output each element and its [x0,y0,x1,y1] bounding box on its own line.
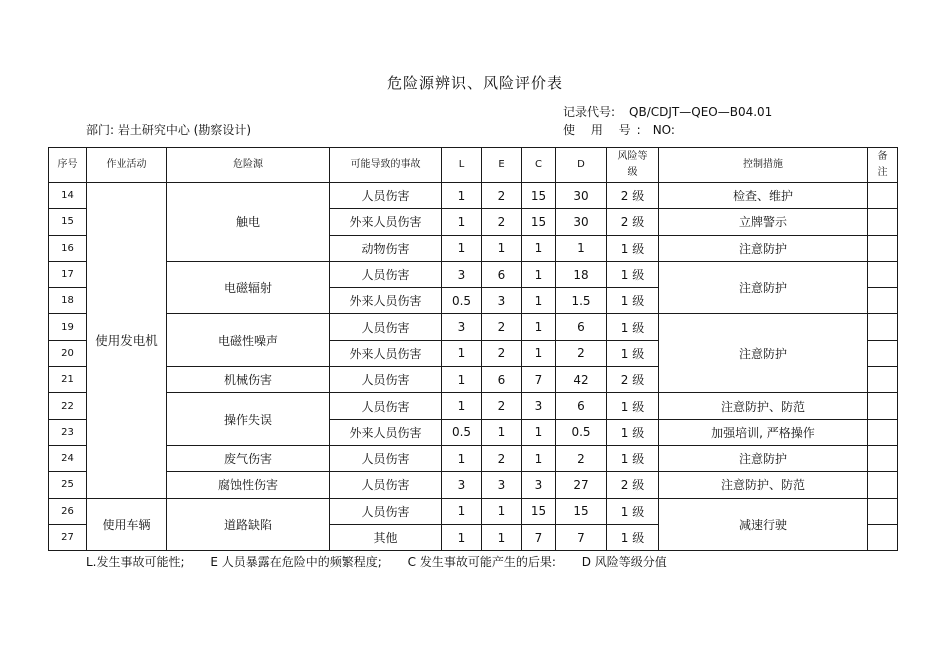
cell-accident: 人员伤害 [330,183,442,209]
cell-remark [868,498,898,524]
cell-l: 1 [442,183,482,209]
cell-seq: 15 [49,209,87,235]
use-number-label: 使 用 号: [563,123,647,137]
cell-e: 2 [482,393,522,419]
cell-level: 1 级 [607,288,659,314]
cell-c: 15 [522,183,556,209]
cell-d: 18 [556,261,607,287]
cell-level: 2 级 [607,183,659,209]
cell-d: 30 [556,183,607,209]
note-l: L.发生事故可能性; [86,555,185,569]
cell-level: 1 级 [607,498,659,524]
col-l: L [442,148,482,183]
cell-accident: 人员伤害 [330,498,442,524]
cell-level: 1 级 [607,419,659,445]
page-title: 危险源辨识、风险评价表 [386,74,563,92]
cell-e: 3 [482,472,522,498]
cell-d: 27 [556,472,607,498]
cell-level: 1 级 [607,524,659,550]
cell-seq: 18 [49,288,87,314]
cell-level: 1 级 [607,314,659,340]
cell-l: 1 [442,340,482,366]
cell-seq: 16 [49,235,87,261]
cell-d: 1 [556,235,607,261]
cell-hazard: 道路缺陷 [167,498,330,551]
col-remark: 备 注 [868,148,898,183]
cell-l: 0.5 [442,288,482,314]
cell-d: 1.5 [556,288,607,314]
cell-accident: 动物伤害 [330,235,442,261]
note-e: E 人员暴露在危险中的频繁程度; [210,555,382,569]
cell-accident: 外来人员伤害 [330,419,442,445]
cell-e: 6 [482,367,522,393]
cell-remark [868,393,898,419]
cell-c: 3 [522,393,556,419]
cell-accident: 人员伤害 [330,472,442,498]
cell-hazard: 电磁性噪声 [167,314,330,367]
col-d: D [556,148,607,183]
table-row [49,498,898,524]
cell-d: 30 [556,209,607,235]
cell-l: 1 [442,209,482,235]
legend-note [86,553,689,570]
cell-level: 2 级 [607,367,659,393]
cell-d: 6 [556,393,607,419]
cell-seq: 26 [49,498,87,524]
table-row [49,445,898,471]
cell-seq: 23 [49,419,87,445]
cell-activity: 使用车辆 [87,498,167,551]
cell-d: 7 [556,524,607,550]
cell-remark [868,472,898,498]
cell-c: 1 [522,261,556,287]
cell-e: 2 [482,445,522,471]
cell-accident: 人员伤害 [330,261,442,287]
col-control: 控制措施 [659,148,868,183]
use-number [563,121,675,138]
cell-c: 7 [522,524,556,550]
record-code [563,103,772,120]
col-hazard: 危险源 [167,148,330,183]
cell-remark [868,314,898,340]
cell-d: 15 [556,498,607,524]
cell-c: 1 [522,314,556,340]
cell-e: 1 [482,498,522,524]
cell-accident: 人员伤害 [330,314,442,340]
cell-accident: 其他 [330,524,442,550]
table-row [49,393,898,419]
use-number-value: NO: [652,123,675,137]
cell-accident: 人员伤害 [330,445,442,471]
cell-hazard: 操作失误 [167,393,330,446]
cell-seq: 17 [49,261,87,287]
col-accident: 可能导致的事故 [330,148,442,183]
col-e: E [482,148,522,183]
cell-seq: 14 [49,183,87,209]
cell-hazard: 废气伤害 [167,445,330,471]
cell-l: 3 [442,314,482,340]
cell-c: 15 [522,209,556,235]
cell-c: 3 [522,472,556,498]
cell-e: 2 [482,340,522,366]
cell-c: 1 [522,419,556,445]
col-c: C [522,148,556,183]
cell-accident: 外来人员伤害 [330,288,442,314]
cell-hazard: 触电 [167,183,330,262]
cell-d: 42 [556,367,607,393]
cell-remark [868,261,898,287]
cell-level: 1 级 [607,261,659,287]
cell-hazard: 腐蚀性伤害 [167,472,330,498]
cell-seq: 27 [49,524,87,550]
cell-hazard: 电磁辐射 [167,261,330,314]
cell-l: 1 [442,445,482,471]
col-activity: 作业活动 [87,148,167,183]
cell-control: 注意防护、防范 [659,393,868,419]
cell-level: 1 级 [607,393,659,419]
cell-l: 3 [442,472,482,498]
cell-d: 2 [556,445,607,471]
table-row [49,314,898,340]
cell-control: 减速行驶 [659,498,868,551]
cell-level: 1 级 [607,340,659,366]
cell-control: 注意防护、防范 [659,472,868,498]
cell-c: 15 [522,498,556,524]
cell-e: 2 [482,314,522,340]
cell-c: 1 [522,340,556,366]
cell-remark [868,209,898,235]
cell-c: 1 [522,445,556,471]
department: 部门: 岩土研究中心 (勘察设计) [86,123,252,137]
cell-c: 7 [522,367,556,393]
note-c: C 发生事故可能产生的后果: [407,555,556,569]
note-d: D 风险等级分值 [581,555,667,569]
cell-e: 3 [482,288,522,314]
cell-level: 2 级 [607,472,659,498]
cell-remark [868,288,898,314]
col-risk-level: 风险等 级 [607,148,659,183]
cell-seq: 20 [49,340,87,366]
table-row [49,261,898,287]
cell-hazard: 机械伤害 [167,367,330,393]
record-code-value: QB/CDJT—QEO—B04.01 [629,105,773,119]
cell-control: 注意防护 [659,314,868,393]
cell-seq: 19 [49,314,87,340]
cell-remark [868,340,898,366]
cell-control: 检查、维护 [659,183,868,209]
cell-l: 1 [442,393,482,419]
cell-remark [868,183,898,209]
cell-activity: 使用发电机 [87,183,167,499]
cell-level: 1 级 [607,445,659,471]
cell-accident: 外来人员伤害 [330,209,442,235]
cell-remark [868,419,898,445]
cell-level: 1 级 [607,235,659,261]
cell-e: 6 [482,261,522,287]
table-row [49,472,898,498]
cell-accident: 人员伤害 [330,393,442,419]
cell-l: 1 [442,367,482,393]
table-header-row [49,148,898,183]
cell-e: 1 [482,419,522,445]
cell-seq: 24 [49,445,87,471]
cell-control: 加强培训, 严格操作 [659,419,868,445]
cell-c: 1 [522,235,556,261]
cell-d: 0.5 [556,419,607,445]
cell-l: 3 [442,261,482,287]
risk-table [48,147,898,551]
cell-accident: 人员伤害 [330,367,442,393]
cell-level: 2 级 [607,209,659,235]
cell-c: 1 [522,288,556,314]
cell-e: 1 [482,235,522,261]
cell-l: 1 [442,524,482,550]
cell-seq: 21 [49,367,87,393]
table-row [49,183,898,209]
cell-e: 2 [482,183,522,209]
cell-l: 1 [442,498,482,524]
cell-control: 注意防护 [659,235,868,261]
record-code-label: 记录代号: [563,105,616,119]
cell-remark [868,524,898,550]
cell-control: 立牌警示 [659,209,868,235]
cell-e: 2 [482,209,522,235]
cell-remark [868,235,898,261]
cell-l: 1 [442,235,482,261]
cell-remark [868,445,898,471]
cell-accident: 外来人员伤害 [330,340,442,366]
cell-seq: 22 [49,393,87,419]
cell-d: 2 [556,340,607,366]
cell-control: 注意防护 [659,445,868,471]
cell-remark [868,367,898,393]
cell-seq: 25 [49,472,87,498]
cell-control: 注意防护 [659,261,868,314]
cell-d: 6 [556,314,607,340]
col-seq: 序号 [49,148,87,183]
cell-e: 1 [482,524,522,550]
cell-l: 0.5 [442,419,482,445]
